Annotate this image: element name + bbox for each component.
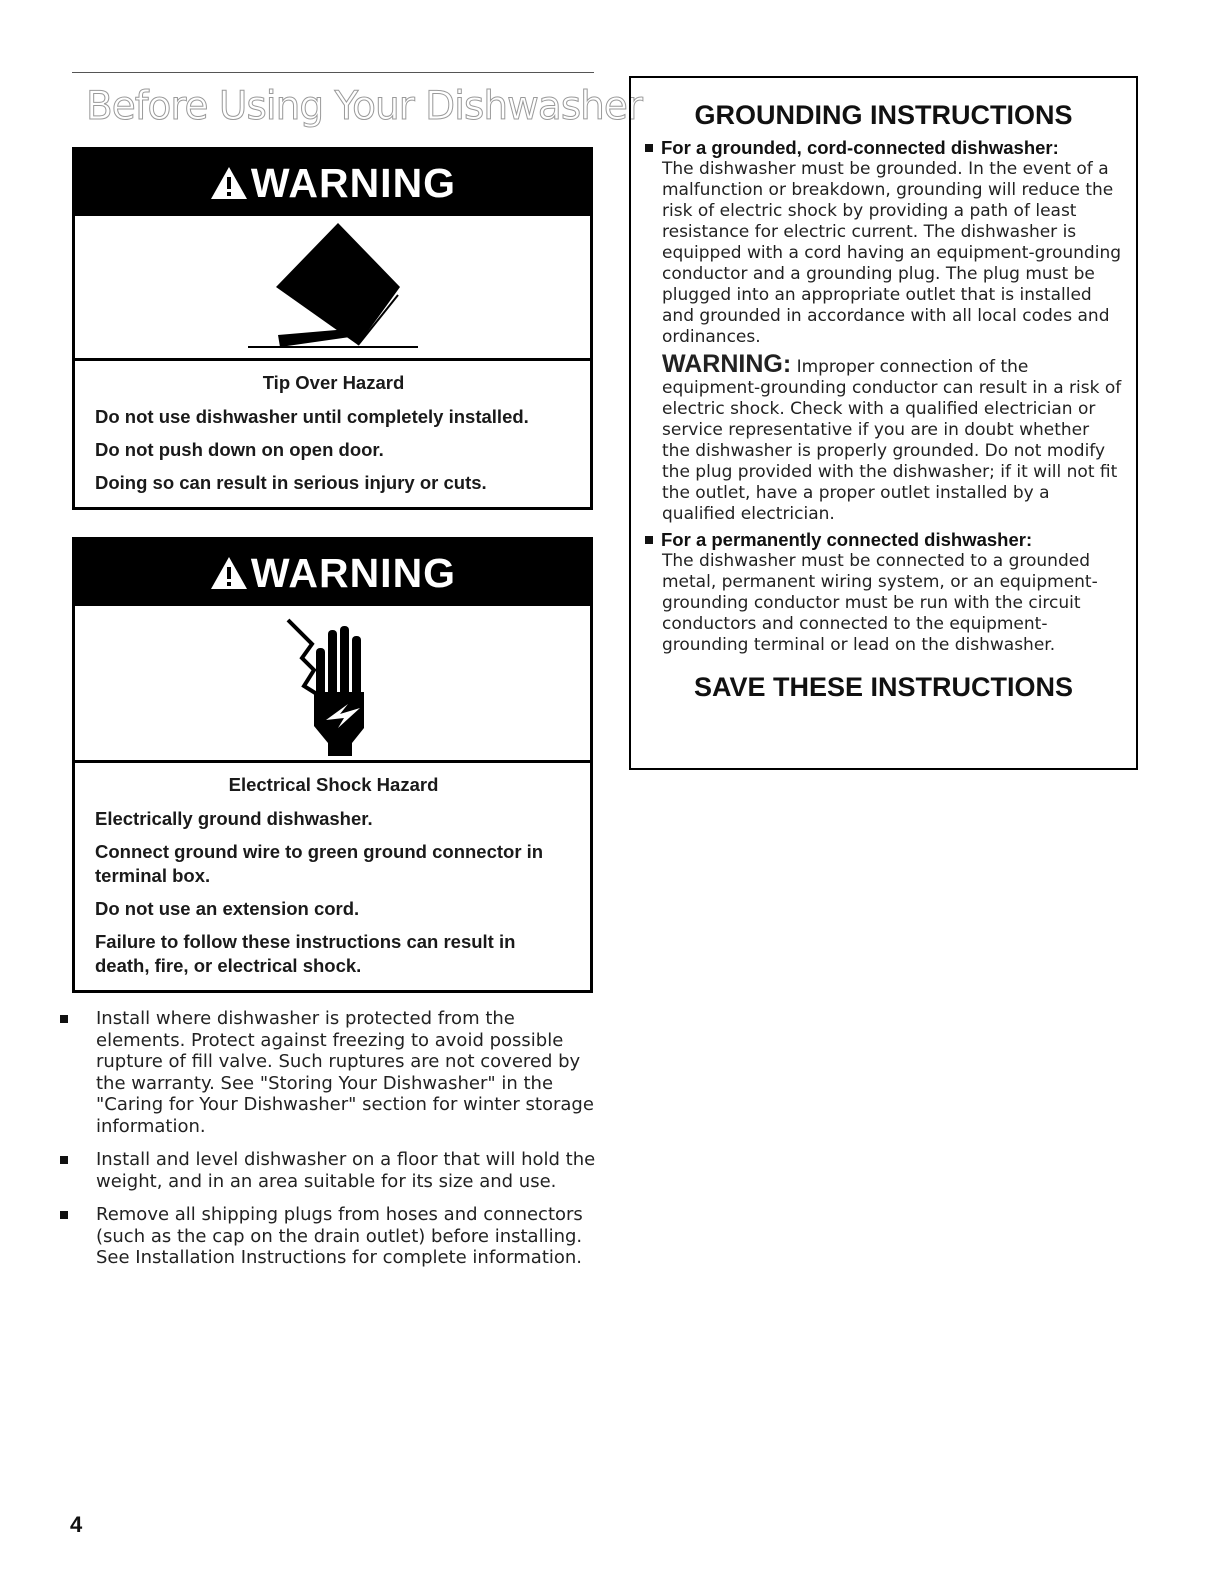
- grounding-title: GROUNDING INSTRUCTIONS: [694, 100, 1073, 130]
- tip-over-warning-box: [72, 147, 593, 510]
- permanent-connection-text: The dishwasher must be connected to a grounded metal, permanent wiring system, or an equipment-grounding conductor must be run with the circuit conductors and connected to the equipment-grounding terminal or lead on the dishwasher.: [662, 551, 1098, 655]
- bullet-icon: [60, 1015, 68, 1023]
- electric-shock-hand-icon: [268, 608, 398, 758]
- alert-triangle-icon: [209, 165, 249, 201]
- hazard-title: Electrical Shock Hazard: [228, 774, 439, 795]
- bullet-icon: [645, 536, 653, 544]
- tip-over-text: [75, 361, 590, 518]
- warning-line: Failure to follow these instructions can result in death, fire, or electrical shock.: [95, 931, 516, 976]
- grounding-warning-paragraph: [631, 350, 1136, 525]
- page-number: 4: [70, 1512, 83, 1537]
- grounding-instructions-box: [629, 76, 1138, 770]
- warning-label: WARNING: [250, 549, 457, 596]
- electrical-shock-warning-box: [72, 537, 593, 993]
- warning-line: Doing so can result in serious injury or cuts.: [95, 472, 487, 493]
- install-notes-list: [58, 1008, 598, 1281]
- warning-line: Do not push down on open door.: [95, 439, 384, 460]
- grounding-warning-word: WARNING:: [662, 350, 792, 378]
- tip-over-icon: [238, 217, 428, 357]
- bullet-icon: [645, 144, 653, 152]
- cord-connected-heading: For a grounded, cord-connected dishwasher:: [631, 137, 1136, 159]
- list-item: Install where dishwasher is protected from the elements. Protect against freezing to avoid possible rupture of fill valve. Such ruptures are not covered by the warranty. See "Storing Your Dishwasher" in the "Caring for Your Dishwasher" section for winter storage information.: [58, 1008, 598, 1137]
- tip-over-pictogram: [75, 216, 590, 361]
- cord-connected-text: The dishwasher must be grounded. In the event of a malfunction or breakdown, grounding will reduce the risk of electric shock by providing a path of least resistance for electric current. The dishwasher is equipped with a cord having an equipment-grounding conductor and a grounding plug. The plug must be plugged into an appropriate outlet that is installed and grounded in accordance with all local codes and ordinances.: [662, 159, 1122, 347]
- bullet-icon: [60, 1156, 68, 1164]
- bullet-icon: [60, 1211, 68, 1219]
- list-item: Install and level dishwasher on a floor that will hold the weight, and in an area suitable for its size and use.: [58, 1149, 598, 1192]
- warning-line: Electrically ground dishwasher.: [95, 808, 373, 829]
- shock-text: [75, 763, 590, 1001]
- list-item: Remove all shipping plugs from hoses and connectors (such as the cap on the drain outlet) before installing. See Installation Instructions for complete information.: [58, 1204, 598, 1269]
- warning-banner: [75, 540, 590, 606]
- hazard-title: Tip Over Hazard: [262, 372, 405, 393]
- grounding-warning-text: Improper connection of the equipment-grounding conductor can result in a risk of electric shock. Check with a qualified electrician or service representative if you are in doubt whether the dishwasher is properly grounded. Do not modify the plug provided with the dishwasher; if it will not fit the outlet, have a proper outlet installed by a qualified electrician.: [662, 357, 1122, 524]
- warning-line: Do not use an extension cord.: [95, 898, 360, 919]
- top-rule: [72, 72, 594, 73]
- permanent-connection-heading: For a permanently connected dishwasher:: [631, 529, 1136, 551]
- warning-line: Do not use dishwasher until completely installed.: [95, 406, 529, 427]
- alert-triangle-icon: [209, 555, 249, 591]
- warning-line: Connect ground wire to green ground connector in terminal box.: [95, 841, 544, 886]
- shock-pictogram: [75, 606, 590, 763]
- warning-banner: [75, 150, 590, 216]
- warning-label: WARNING: [250, 159, 457, 206]
- section-title: Before Using Your Dishwasher: [86, 84, 642, 129]
- save-instructions-title: SAVE THESE INSTRUCTIONS: [693, 672, 1074, 702]
